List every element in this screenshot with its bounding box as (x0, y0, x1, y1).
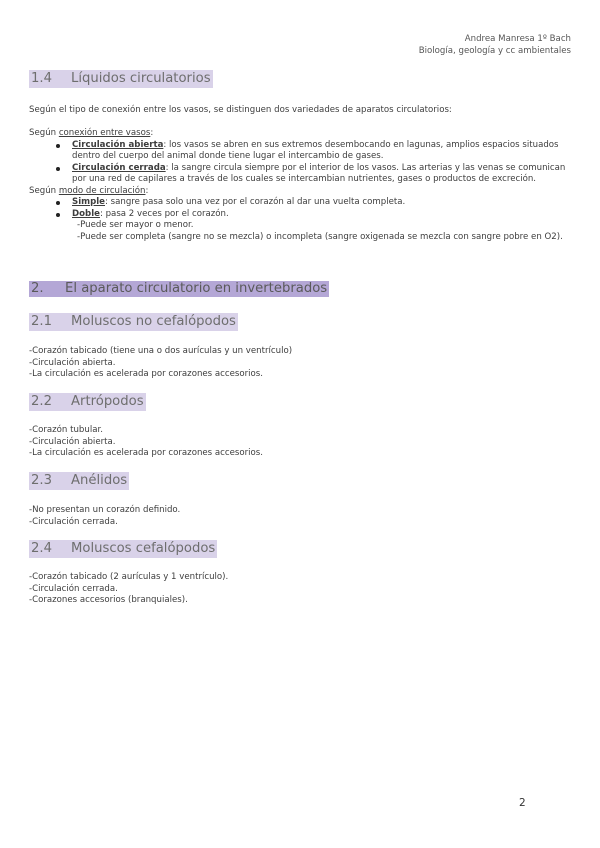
page-number: 2 (519, 797, 526, 809)
heading-1-4 (29, 70, 213, 88)
conexion-list (29, 140, 574, 186)
page-header (419, 34, 571, 57)
list-item-cerrada: Circulación cerrada: la sangre circula siempre por el interior de los vasos. Las arterias y las venas se comunican por una red de capilares a través de los cuales se intercambian nutrientes, gases o productos de excreción. (72, 163, 574, 186)
list-item: -Circulación abierta. (29, 357, 116, 368)
section-1-4-intro (29, 105, 574, 117)
list-item: -Circulación abierta. (29, 436, 116, 447)
list-item: -Circulación cerrada. (29, 583, 118, 594)
modo-list (29, 197, 574, 220)
heading-number: 2.3 (31, 473, 52, 488)
list-item: -La circulación es acelerada por corazones accesorios. (29, 448, 264, 458)
section-1-4-body (29, 128, 574, 243)
header-author: Andrea Manresa 1º Bach (464, 34, 571, 44)
list-item-abierta: Circulación abierta: los vasos se abren en sus extremos desembocando en lagunas, amplios espacios situados dentro del cuerpo del animal donde tiene lugar el intercambio de gases. (72, 140, 574, 163)
list-item: -Corazón tabicado (2 aurículas y 1 ventrículo). (29, 572, 229, 582)
heading-2 (29, 281, 329, 297)
heading-2-2 (29, 393, 146, 411)
modo-label: Según modo de circulación: (29, 185, 149, 196)
intro-paragraph: Según el tipo de conexión entre los vasos, se distinguen dos variedades de aparatos circulatorios: (29, 105, 452, 115)
heading-2-3 (29, 472, 129, 490)
heading-title: Anélidos (71, 473, 128, 488)
list-item-simple: Simple: sangre pasa solo una vez por el corazón al dar una vuelta completa. (72, 197, 574, 209)
heading-title: El aparato circulatorio en invertebrados (65, 281, 328, 296)
list-item: -No presentan un corazón definido. (29, 505, 181, 515)
heading-number: 1.4 (31, 71, 52, 86)
section-2-3-body (29, 505, 574, 528)
heading-2-4 (29, 540, 217, 558)
heading-title: Moluscos no cefalópodos (71, 314, 236, 329)
heading-number: 2.2 (31, 394, 52, 409)
heading-number: 2.1 (31, 314, 52, 329)
list-item: -Corazón tubular. (29, 425, 103, 435)
list-item: -La circulación es acelerada por corazones accesorios. (29, 369, 264, 379)
heading-title: Líquidos circulatorios (71, 71, 211, 86)
section-2-2-body (29, 425, 574, 460)
heading-number: 2.4 (31, 541, 52, 556)
list-item: -Circulación cerrada. (29, 516, 118, 527)
doble-subitem: -Puede ser completa (sangre no se mezcla) o incompleta (sangre oxigenada se mezcla con sangre pobre en O2). (77, 231, 563, 242)
heading-number: 2. (31, 281, 44, 296)
section-2-4-body (29, 572, 574, 607)
heading-title: Moluscos cefalópodos (71, 541, 216, 556)
heading-title: Artrópodos (71, 394, 144, 409)
doble-subitem: -Puede ser mayor o menor. (77, 220, 194, 230)
list-item-doble: Doble: pasa 2 veces por el corazón. (72, 209, 574, 221)
heading-2-1 (29, 313, 238, 331)
list-item: -Corazón tabicado (tiene una o dos aurículas y un ventrículo) (29, 346, 293, 356)
section-2-1-body (29, 346, 574, 381)
header-subject: Biología, geología y cc ambientales (418, 45, 571, 56)
conexion-label: Según conexión entre vasos: (29, 128, 154, 138)
doble-subitems (29, 220, 574, 243)
list-item: -Corazones accesorios (branquiales). (29, 595, 188, 605)
